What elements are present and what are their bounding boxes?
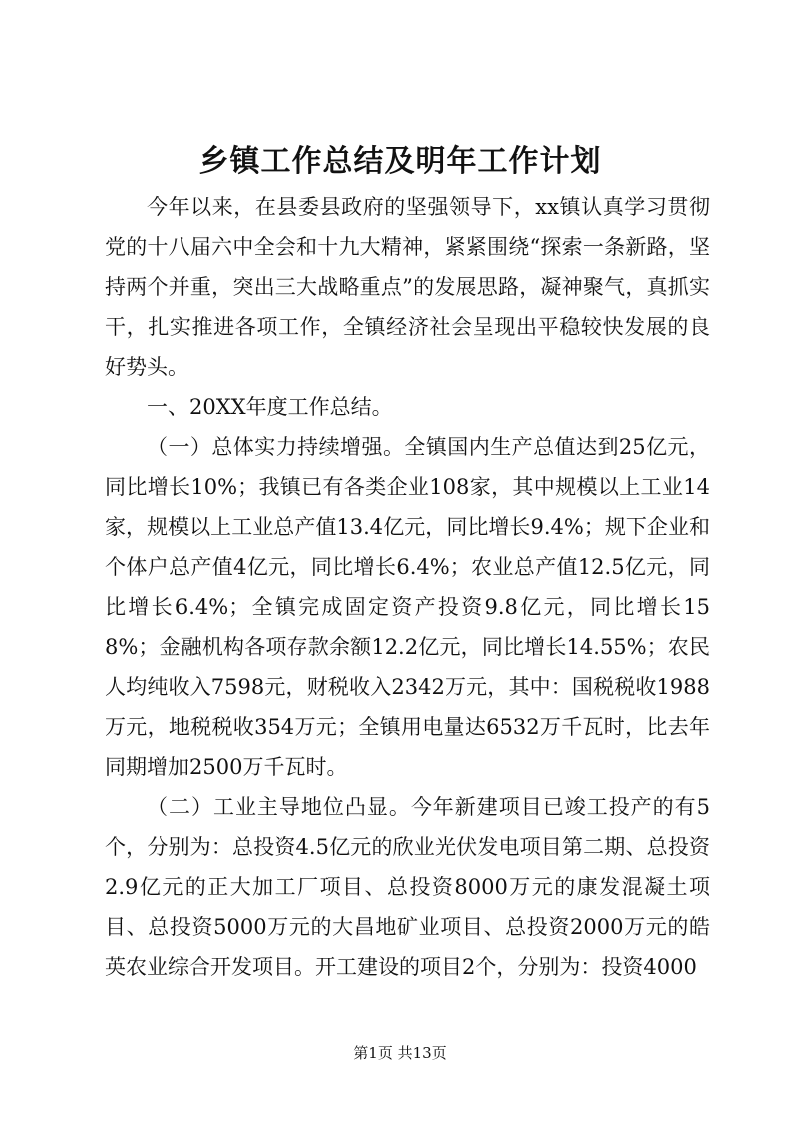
page-number-label: 第1页 共13页 — [353, 1044, 447, 1062]
document-body — [105, 187, 710, 987]
page-footer — [0, 1042, 800, 1064]
document-title: 乡镇工作总结及明年工作计划 — [198, 144, 602, 179]
paragraph-overall-strength: （一）总体实力持续增强。全镇国内生产总值达到25亿元，同比增长10%；我镇已有各类企业108家，其中规模以上工业14家，规模以上工业总产值13.4亿元，同比增长9.4%；规下企业和个体户总产值4亿元，同比增长6.4%；农业总产值12.5亿元，同比增长6.4%；全镇完成固定资产投资9.8亿元，同比增长158%；金融机构各项存款余额12.2亿元，同比增长14.55%；农民人均纯收入7598元，财税收入2342万元，其中：国税税收1988万元，地税税收354万元；全镇用电量达6532万千瓦时，比去年同期增加2500万千瓦时。 — [105, 435, 710, 779]
section-heading: 一、20XX年度工作总结。 — [147, 395, 393, 419]
paragraph-industry: （二）工业主导地位凸显。今年新建项目已竣工投产的有5个，分别为：总投资4.5亿元的欣业光伏发电项目第二期、总投资2.9亿元的正大加工厂项目、总投资8000万元的康发混凝土项目、总投资5000万元的大昌地矿业项目、总投资2000万元的皓英农业综合开发项目。开工建设的项目2个，分别为：投资4000 — [105, 795, 710, 979]
intro-paragraph: 今年以来，在县委县政府的坚强领导下，xx镇认真学习贯彻党的十八届六中全会和十九大精神，紧紧围绕“探索一条新路，坚持两个并重，突出三大战略重点”的发展思路，凝神聚气，真抓实干，扎实推进各项工作，全镇经济社会呈现出平稳较快发展的良好势头。 — [105, 195, 710, 379]
